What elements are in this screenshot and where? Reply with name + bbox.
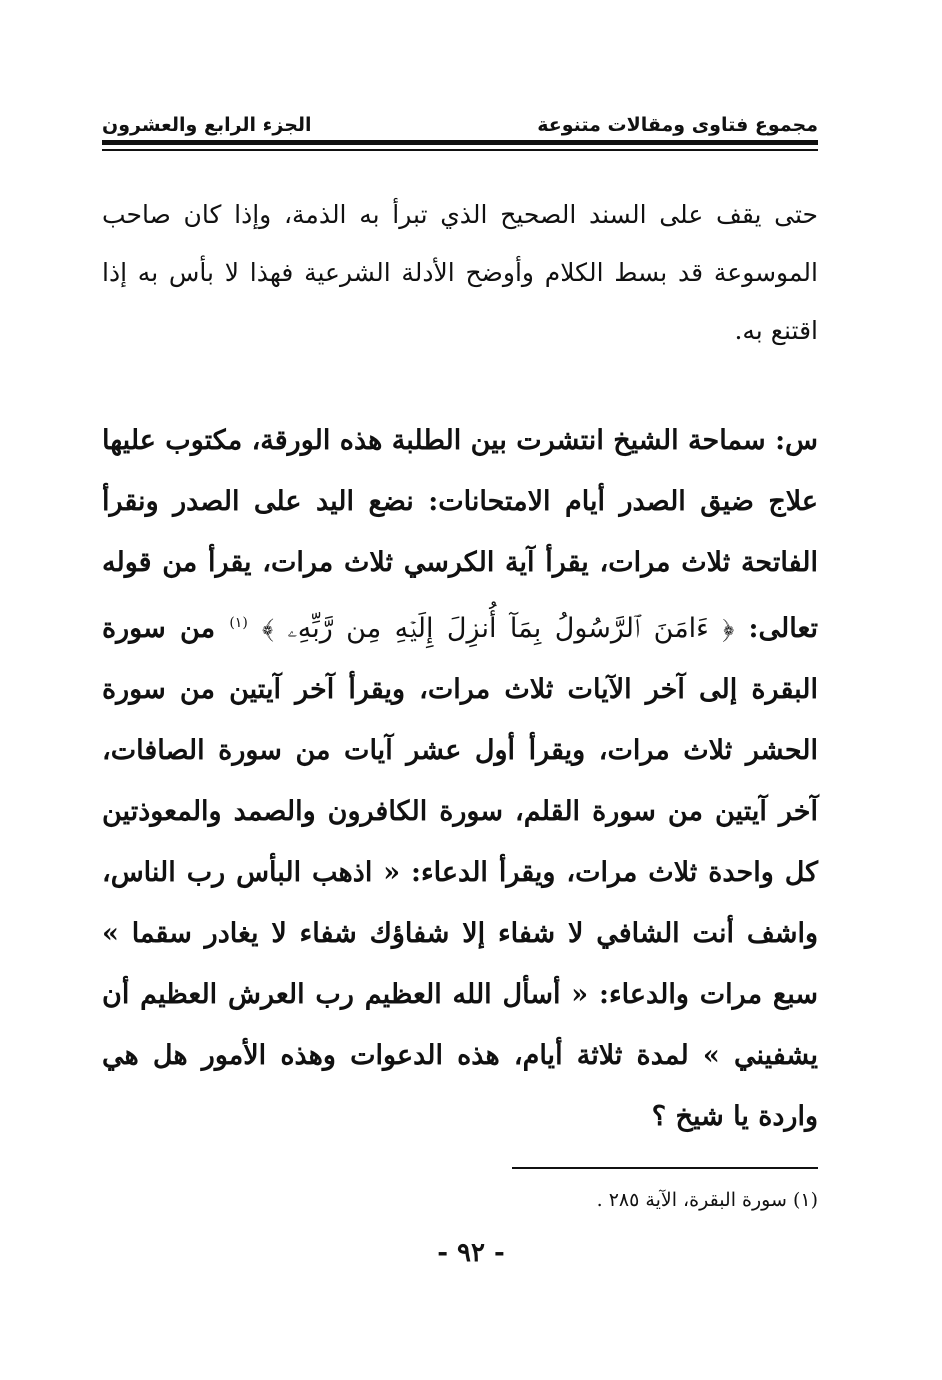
footnote-divider xyxy=(512,1167,818,1169)
answer-paragraph: حتى يقف على السند الصحيح الذي تبرأ به الذمة، وإذا كان صاحب الموسوعة قد بسط الكلام وأوضح الأدلة الشرعية فهذا لا بأس به إذا اقتنع به. xyxy=(102,200,818,345)
question-paragraph xyxy=(102,410,818,1147)
footnote-reference: (١) xyxy=(229,615,248,631)
book-title: مجموع فتاوى ومقالات متنوعة xyxy=(537,114,818,136)
header-rule-thick xyxy=(102,140,818,145)
running-header xyxy=(102,100,818,136)
volume-label: الجزء الرابع والعشرون xyxy=(102,114,312,136)
question-text-part1: س: سماحة الشيخ انتشرت بين الطلبة هذه الورقة، مكتوب عليها علاج ضيق الصدر أيام الامتحانات: نضع اليد على الصدر ونقرأ الفاتحة ثلاث مرات، يقرأ آية الكرسي ثلاث مرات، يقرأ من قوله تعالى: xyxy=(102,425,818,644)
question-text-part2: من سورة البقرة إلى آخر الآيات ثلاث مرات، ويقرأ آخر آيتين من سورة الحشر ثلاث مرات، ويقرأ أول عشر آيات من سورة الصافات، آخر آيتين من سورة القلم، سورة الكافرون والصمد والمعوذتين كل واحدة ثلاث مرات، ويقرأ الدعاء: « اذهب البأس رب الناس، واشف أنت الشافي لا شفاء إلا شفاؤك شفاء لا يغادر سقما » سبع مرات والدعاء: « أسأل الله العظيم رب العرش العظيم أن يشفيني » لمدة ثلاثة أيام، هذه الدعوات وهذه الأمور هل هي واردة يا شيخ ؟ xyxy=(102,613,818,1132)
header-rule-thin xyxy=(102,149,818,151)
footnote: (١) سورة البقرة، الآية ٢٨٥ . xyxy=(596,1189,818,1211)
page-number: - ٩٢ - xyxy=(437,1238,505,1268)
quran-verse: ﴿ ءَامَنَ ٱلرَّسُولُ بِمَآ أُنزِلَ إِلَيۡهِ مِن رَّبِّهِۦ ﴾ xyxy=(262,613,735,644)
